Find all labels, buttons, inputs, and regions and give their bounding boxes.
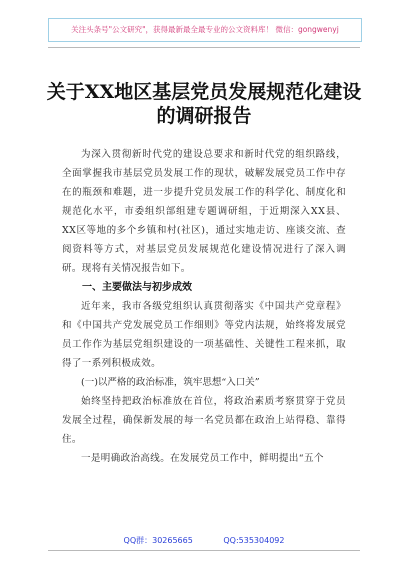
subsection-1-heading: (一)以严格的政治标准，筑牢思想“入口关” xyxy=(81,377,260,388)
header-banner: 关注头条号"公文研究"，获得最新最全最专业的公文资料库！ 微信：gongwenyj xyxy=(48,18,362,42)
section-1-heading: 一、主要做法与初步成效 xyxy=(82,282,192,293)
document-body xyxy=(62,145,346,468)
document-title-line-1: 关于XX地区基层党员发展规范化建设 xyxy=(46,81,362,103)
footer-contact xyxy=(48,533,360,549)
footer-qq-group: QQ群：30265665 xyxy=(123,536,193,545)
document-title-line-2: 的调研报告 xyxy=(156,105,252,127)
header-divider xyxy=(48,47,360,48)
section-1-paragraph: 近年来，我市各级党组织认真贯彻落实《中国共产党章程》和《中国共产党发展党员工作细则》等党内法规，始终将发展党员工作作为基层党组织建设的一项基础性、关键性工程来抓，取得了一系列积极成效。 xyxy=(62,301,346,369)
document-title xyxy=(40,80,368,128)
intro-paragraph: 为深入贯彻新时代党的建设总要求和新时代党的组织路线，全面掌握我市基层党员发展工作的现状，破解发展党员工作中存在的瓶颈和难题，进一步提升党员发展工作的科学化、制度化和规范化水平，市委组织部组建专题调研组，于近期深入XX县、XX区等地的多个乡镇和村(社区)，通过实地走访、座谈交流、查阅资料等方式，对基层党员发展规范化建设情况进行了深入调研。现将有关情况报告如下。 xyxy=(62,149,346,274)
subsection-1-item-1: 一是明确政治高线。在发展党员工作中，鲜明提出“五个 xyxy=(81,453,324,464)
subsection-1-paragraph: 始终坚持把政治标准放在首位，将政治素质考察贯穿于党员发展全过程，确保新发展的每一名党员都在政治上站得稳、靠得住。 xyxy=(62,396,346,445)
footer-qq: QQ:535304092 xyxy=(223,536,285,545)
footer-divider xyxy=(48,550,360,551)
